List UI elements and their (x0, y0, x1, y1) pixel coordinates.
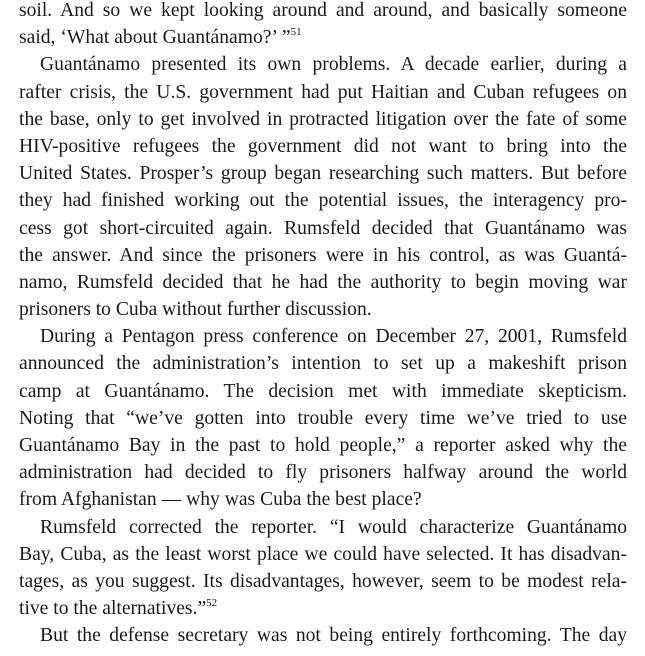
paragraph (19, 0, 627, 51)
text-line (19, 296, 627, 323)
line-text: During a Pentagon press conference on December 27, 2001, Rumsfeld (40, 326, 627, 348)
text-line (19, 215, 627, 242)
line-text: tages, as you suggest. Its disadvantages, however, seem to be modest rela- (19, 570, 627, 592)
line-text: cess got short-circuited again. Rumsfeld decided that Guantánamo was (19, 217, 627, 239)
text-line (19, 242, 627, 269)
text-line (19, 595, 627, 622)
text-line (19, 568, 627, 595)
text-line (19, 160, 627, 187)
text-line (19, 323, 627, 350)
body-text (19, 0, 627, 650)
line-text: announced the administration’s intention to set up a makeshift prison (19, 353, 627, 375)
line-text: But the defense secretary was not being entirely forthcoming. The day (40, 625, 627, 647)
line-text: from Afghanistan — why was Cuba the best place? (19, 489, 422, 511)
text-line (19, 405, 627, 432)
line-text: Rumsfeld corrected the reporter. “I would characterize Guantánamo (40, 516, 627, 538)
text-line (19, 378, 627, 405)
text-line (19, 486, 627, 513)
text-line (19, 0, 627, 24)
footnote-marker[interactable]: 51 (290, 25, 302, 38)
text-line (19, 269, 627, 296)
line-text: the answer. And since the prisoners were in his control, as was Guantá- (19, 244, 627, 266)
line-text: prisoners to Cuba without further discussion. (19, 299, 372, 321)
text-line (19, 350, 627, 377)
line-text: Bay, Cuba, as the least worst place we could have selected. It has disadvan- (19, 543, 627, 565)
text-line (19, 187, 627, 214)
line-text: tive to the alternatives.” (19, 598, 207, 620)
line-text: United States. Prosper’s group began researching such matters. But before (19, 163, 627, 185)
paragraph (19, 323, 627, 513)
text-line (19, 79, 627, 106)
text-line (19, 51, 627, 78)
line-text: namo, Rumsfeld decided that he had the authority to begin moving war (19, 271, 627, 293)
text-line (19, 133, 627, 160)
paragraph (19, 51, 627, 323)
line-text: rafter crisis, the U.S. government had put Haitian and Cuban refugees on (19, 81, 627, 103)
line-text: Guantánamo presented its own problems. A decade earlier, during a (40, 54, 627, 76)
text-line (19, 622, 627, 649)
text-line (19, 106, 627, 133)
line-text: Guantánamo Bay in the past to hold people,” a reporter asked why the (19, 435, 627, 456)
text-line (19, 541, 627, 568)
paragraph (19, 514, 627, 623)
line-text: HIV-positive refugees the government did not want to bring into the (19, 135, 627, 157)
line-text: they had finished working out the potential issues, the interagency pro- (19, 190, 627, 212)
text-line (19, 24, 627, 51)
line-text: camp at Guantánamo. The decision met with immediate skepticism. (19, 380, 627, 402)
paragraph (19, 622, 627, 649)
text-line (19, 459, 627, 486)
footnote-marker[interactable]: 52 (206, 596, 218, 609)
line-text: Noting that “we’ve gotten into trouble every time we’ve tried to use (19, 407, 627, 429)
line-text: the base, only to get involved in protracted litigation over the fate of some (19, 108, 627, 130)
text-line (19, 432, 627, 459)
line-text: soil. And so we kept looking around and around, and basically someone (19, 0, 627, 21)
line-text: administration had decided to fly prisoners halfway around the world (19, 462, 627, 484)
text-line (19, 514, 627, 541)
line-text: said, ‘What about Guantánamo?’ ” (19, 27, 291, 49)
